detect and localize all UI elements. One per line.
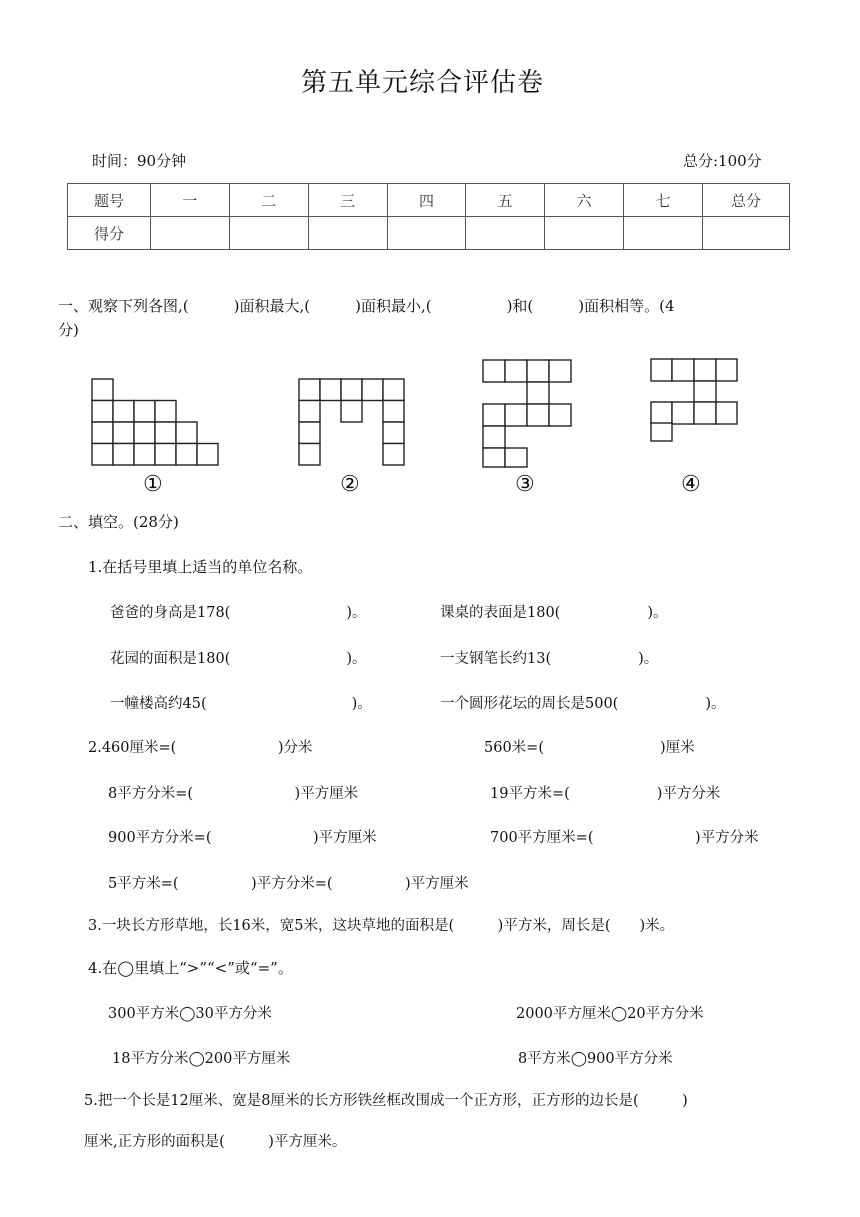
total-score-label: 总分:100分 xyxy=(683,152,762,170)
score-cell-empty[interactable] xyxy=(387,217,466,250)
score-cell-empty[interactable] xyxy=(151,217,230,250)
score-cell-empty[interactable] xyxy=(624,217,703,250)
score-table-header-row xyxy=(68,184,790,217)
q2-s2-item: 700平方厘米=( )平方分米 xyxy=(490,830,759,846)
score-cell-empty[interactable] xyxy=(703,217,790,250)
score-cell-empty[interactable] xyxy=(466,217,545,250)
q2-s4-title: 4.在◯里填上“>”“<”或“=”。 xyxy=(88,959,293,977)
q2-s4-item: 2000平方厘米◯20平方分米 xyxy=(516,1006,704,1022)
score-cell-header: 七 xyxy=(624,184,703,217)
score-cell-header: 二 xyxy=(229,184,308,217)
figure-label-3: ③ xyxy=(515,472,535,497)
q2-s1-item: 课桌的表面是180( )。 xyxy=(440,605,668,621)
q2-heading: 二、填空。(28分) xyxy=(58,513,179,531)
score-table xyxy=(67,183,790,250)
q2-s2-item: 2.460厘米=( )分米 xyxy=(88,740,313,756)
q2-s1-item: 花园的面积是180( )。 xyxy=(110,651,367,667)
q1-text-line1: 一、观察下列各图,( )面积最大,( )面积最小,( )和( )面积相等。(4 xyxy=(58,297,675,315)
score-cell-header: 一 xyxy=(151,184,230,217)
q2-s1-title: 1.在括号里填上适当的单位名称。 xyxy=(88,558,313,576)
figure-label-1: ① xyxy=(143,472,163,497)
q2-s1-item: 一幢楼高约45( )。 xyxy=(110,696,372,712)
q1-text-line2: 分) xyxy=(58,321,79,339)
figure-label-2: ② xyxy=(340,472,360,497)
score-cell-header: 六 xyxy=(545,184,624,217)
q2-s2-item: 900平方分米=( )平方厘米 xyxy=(108,830,377,846)
q2-s5-line1: 5.把一个长是12厘米、宽是8厘米的长方形铁丝框改围成一个正方形，正方形的边长是( ) xyxy=(84,1093,688,1109)
score-table-score-row xyxy=(68,217,790,250)
q2-s2-item: 5平方米=( )平方分米=( )平方厘米 xyxy=(108,876,469,892)
score-cell-empty[interactable] xyxy=(545,217,624,250)
score-cell-empty[interactable] xyxy=(229,217,308,250)
q2-s4-item: 8平方米◯900平方分米 xyxy=(518,1051,673,1067)
figure-1-staircase-grid xyxy=(91,378,223,468)
figure-3-grid xyxy=(482,359,574,469)
score-cell-header: 五 xyxy=(466,184,545,217)
figure-4-grid-bottom xyxy=(650,422,674,442)
q2-s1-item: 一支钢笔长约13( )。 xyxy=(440,651,659,667)
time-label: 时间：90分钟 xyxy=(92,152,187,170)
score-cell-header: 题号 xyxy=(68,184,151,217)
score-cell-empty[interactable] xyxy=(308,217,387,250)
q2-s5-line2: 厘米,正方形的面积是( )平方厘米。 xyxy=(84,1134,347,1150)
q2-s4-item: 300平方米◯30平方分米 xyxy=(108,1006,272,1022)
q2-s4-item: 18平方分米◯200平方厘米 xyxy=(112,1051,291,1067)
figure-2-arch-grid xyxy=(298,378,408,468)
q2-s3: 3.一块长方形草地，长16米，宽5米，这块草地的面积是( )平方米，周长是( )米。 xyxy=(88,918,675,934)
q2-s2-item: 8平方分米=( )平方厘米 xyxy=(108,786,359,802)
score-row-label: 得分 xyxy=(68,217,151,250)
score-cell-header: 四 xyxy=(387,184,466,217)
q2-s2-item: 19平方米=( )平方分米 xyxy=(490,786,721,802)
q2-s2-item: 560米=( )厘米 xyxy=(484,740,695,756)
score-cell-header: 总分 xyxy=(703,184,790,217)
page-title: 第五单元综合评估卷 xyxy=(301,68,545,98)
figure-label-4: ④ xyxy=(681,472,701,497)
q2-s1-item: 爸爸的身高是178( )。 xyxy=(110,605,367,621)
score-cell-header: 三 xyxy=(308,184,387,217)
q2-s1-item: 一个圆形花坛的周长是500( )。 xyxy=(440,696,726,712)
